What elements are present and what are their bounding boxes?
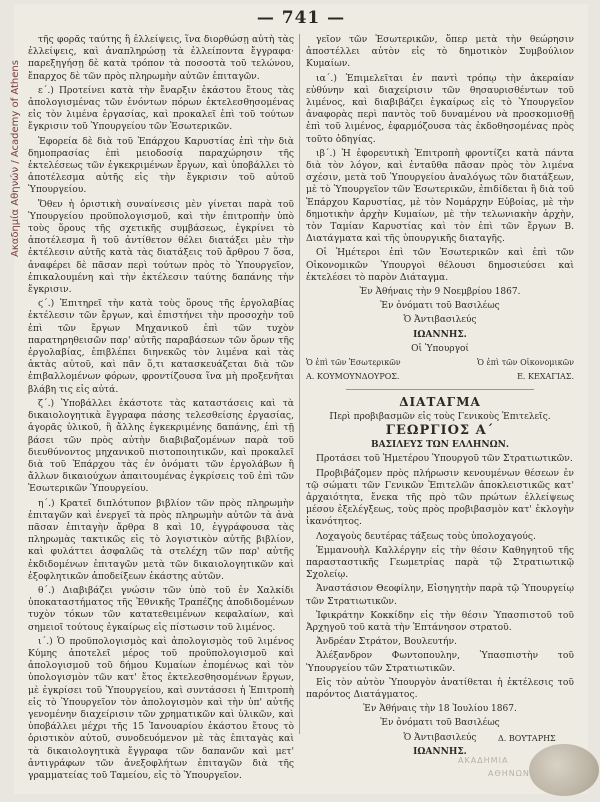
left-paragraph: Ἐφορεία δὲ διὰ τοῦ Ἐπάρχου Καρυστίας ἐπὶ τὴν διὰ δημοπρασίας ἐπὶ μειοδοσίᾳ παραχώρησιν τῆς ἐκτελέσεως τῶν ἐγκεκριμένων ἔργων, καὶ ὑποβάλλει τὸ ἀποτέλεσμα αὐτῆς εἰς τὴν ἔγκρισιν τοῦ αὐτοῦ Ὑπουργείου.	[28, 135, 294, 196]
decree1-in-name: Ἐν ὀνόματι τοῦ Βασιλέως	[380, 301, 500, 312]
left-column	[28, 34, 294, 784]
decree2-regent-name: ΙΩΑΝΝΗΣ.	[413, 746, 467, 757]
archive-sidebar-label: Ακαδημία Αθηνών / Academy of Athens	[10, 60, 21, 258]
decree2-paragraph: Ἀλέξανδρον Φωντοπουλην, Ὑπασπιστὴν τοῦ Ὑπουργείου τῶν Στρατιωτικῶν.	[306, 650, 574, 674]
minister-right-name: Ε. ΚΕΧΑΓΙΑΣ.	[517, 372, 574, 382]
decree2-regent: Ὁ Ἀντιβασιλεύς	[403, 732, 477, 743]
academy-seal-image	[529, 744, 599, 796]
decree2-subject: Περὶ προβιβασμῶν εἰς τοὺς Γενικοὺς Ἐπιτελεῖς.	[329, 411, 551, 422]
left-paragraph: η΄.) Κρατεῖ διπλότυπον βιβλίον τῶν πρὸς πληρωμὴν ἐπιταγῶν καὶ ἐνεργεῖ τὰ πρὸς πληρωμὴν αὐτῶν τὰ ἀνὰ πᾶσαν ἐπιταγὴν ἄρθρα 8 καὶ 10, ἐγγράφουσα τὰς πληρωμὰς τακτικῶς εἰς τὸ λογιστικὸν αὐτῆς βιβλίον, καὶ φυλάττει ἀσφαλῶς τὰ στελέχη τῶν παρ' αὐτῆς ἐκδιδομένων ἐπιταγῶν μετὰ τῶν δικαιολογητικῶν καὶ ἐξοφλητικῶν ἀποδείξεων ἑκάστης αὐτῶν.	[28, 497, 294, 582]
left-paragraph: Ὅθεν ἡ ὁριστικὴ συναίνεσις μὲν γίνεται παρὰ τοῦ Ὑπουργείου προϋπολογισμοῦ, καὶ τὴν ἐπιτροπὴν ὑπὸ τοὺς ὅρους τῆς σχετικῆς συμβάσεως, ἐγκρίνει τὸ ἀποτέλεσμα ἢ τοῦ ἀντίθετον θέλει διατάξει μὲν τὴν ἐκτέλεσιν αὐτῆς κατὰ τὰς διατάξεις τοῦ ἄρθρου 7 ὅσα, ἀναφέρει δὲ πᾶσαν περὶ τούτων πρὸς τὸ Ὑπουργεῖον, ἐπικαλουμένη καὶ τὴν ἐκτέλεσιν ταύτης δαπάνης τὴν ἔγκρισιν.	[28, 198, 294, 296]
document-page	[10, 4, 588, 794]
minister-left-name: Α. ΚΟΥΜΟΥΝΔΟΥΡΟΣ.	[306, 372, 400, 382]
right-column	[306, 34, 574, 760]
right-paragraph: γεῖον τῶν Ἐσωτερικῶν, ὅπερ μετὰ τὴν θεώρησιν ἀποστέλλει αὐτὸν εἰς τὸ δημοτικὸν Συμβούλιον Κυμαίων.	[306, 34, 574, 70]
decree1-king: ΙΩΑΝΝΗΣ.	[413, 329, 467, 340]
decree2-paragraph: Εἰς τὸν αὐτὸν Ὑπουργὸν ἀνατίθεται ἡ ἐκτέλεσις τοῦ παρόντος Διατάγματος.	[306, 676, 574, 700]
decree2-paragraph: Ἀνδρέαν Στράτον, Βουλευτήν.	[316, 636, 457, 648]
decree2-paragraph: Προβιβάζομεν πρὸς πλήρωσιν κενουμένων θέσεων ἐν τῷ σώματι τῶν Γενικῶν Ἐπιτελῶν ἀποκλειστικῶς κατ' ἀρχαιότητα, ἔνεκα τῆς πρὸ τῶν πρώτων ἐλλείψεως μέσου ἐξελέγξεως, τοὺς πρὸς προβιβασμὸν κατ' ἐκλογὴν ἱκανότητος.	[306, 467, 574, 528]
minister-names	[306, 371, 574, 383]
decree2-paragraph: Ἐμμανουὴλ Καλλέργην εἰς τὴν θέσιν Καθηγητοῦ τῆς παρασταστικῆς Γεωμετρίας παρὰ τῷ Στρατιωτικῷ Σχολείῳ.	[306, 544, 574, 581]
minister-roles	[306, 357, 574, 369]
decree1-date: Ἐν Ἀθήναις τὴν 9 Νοεμβρίου 1867.	[359, 287, 521, 298]
decree2-heading: ΔΙΑΤΑΓΜΑ	[399, 395, 481, 410]
left-paragraph: ι΄.) Ὁ προϋπολογισμὸς καὶ ἀπολογισμὸς τοῦ λιμένος Κύμης ἀποτελεῖ μέρος τοῦ προϋπολογισμοῦ καὶ ἀπολογισμοῦ τοῦ δήμου Κυμαίων ἐπομένως καὶ τὸν ὑπολογισμὸν τῶν κατ' ἔτος ἐκτελεσθησομένων ἔργων, μὲ ἐγκρίσει τοῦ Ὑπουργείου, καὶ συντάσσει ἡ Ἐπιτροπὴ εἰς τὸ Ὑπουργεῖον τὸν ἀπολογισμὸν καὶ τὴν ὑπ' αὐτῆς γενομένην διαχείρισιν τῶν χρηματικῶν καὶ ὑλικῶν, καὶ ὑποβάλλει μέχρι τῆς 15 Ἰανουαρίου ἑκάστου ἔτους τὸ ὁριστικὸν αὐτοῦ, συνοδευόμενον μὲ τὰς ἐπιταγὰς καὶ τὰ δικαιολογητικὰ ἔγγραφα τῶν δαπανῶν καὶ μετ' ἀντιγράφων τῶν ἀνεξοφλήτων ἐπιταγῶν διὰ τῆς γραμματείας τοῦ Ταμείου, εἰς τὸ Ὑπουργεῖον.	[28, 635, 294, 781]
decree1-ministers-label: Οἱ Ὑπουργοί	[411, 343, 469, 354]
right-paragraph: ια΄.) Ἐπιμελεῖται ἐν παντὶ τρόπῳ τὴν ἀκεραίαν εὐθύνην καὶ διαχείρισιν τῶν θησαυρισθέντων τοῦ λιμένος, καὶ διαβιβάζει ἐγκαίρως εἰς τὸ Ὑπουργεῖον ἀναφορὰς περὶ παντὸς τοῦ δυναμένου νὰ προσκομισθῇ ἐπὶ τοῦ λιμένος, ἐφαρμόζουσα τὰς ἐκδοθησομένας πρὸς τοῦτο ὁδηγίας.	[306, 72, 574, 145]
decree2-title: ΒΑΣΙΛΕΥΣ ΤΩΝ ΕΛΛΗΝΩΝ.	[371, 440, 509, 451]
decree2-date: Ἐν Ἀθήναις τὴν 18 Ἰουλίου 1867.	[363, 704, 517, 715]
section-rule	[346, 389, 534, 390]
minister-right-role: Ὁ ἐπὶ τῶν Οἰκονομικῶν	[477, 358, 574, 368]
left-paragraph: τῆς φορᾶς ταύτης ἢ ἐλλείψεις, ἵνα διορθώσῃ αὐτὴ τὰς ἐλλείψεις, καὶ ἀναπληρώσῃ τὰ ἐλλείποντα ἔγγραφα· παρεξηγήσῃ δὲ κατὰ τρόπον τὰ ποσοστὰ τοῦ τελώνου, ἔπαρχος δὲ τῶν πρὸς πληρωμὴν αὐτῶν ἐπιταγῶν.	[28, 34, 294, 82]
decree2-king: ΓΕΩΡΓΙΟΣ Α΄	[385, 422, 495, 438]
page-number: — 741 —	[256, 8, 346, 28]
left-paragraph: θ΄.) Διαβιβάζει γνώσιν τῶν ὑπὸ τοῦ ἐν Χαλκίδι ὑποκαταστήματος τῆς Ἐθνικῆς Τραπέζης ἀποδιδομένων τυχὸν τόκων τῶν κατατεθειμένων κεφαλαίων, καὶ σημειοῖ τούτους ἐγκαίρως εἰς πίστωσιν τοῦ λιμένος.	[28, 584, 294, 633]
signature: Δ. ΒΟΥΤΑΡΗΣ	[498, 734, 556, 743]
decree1-regent: Ὁ Ἀντιβασιλεύς	[403, 315, 477, 326]
right-paragraph: Οἱ Ἡμέτεροι ἐπὶ τῶν Ἐσωτερικῶν καὶ ἐπὶ τῶν Οἰκονομικῶν Ὑπουργοὶ θέλουσι δημοσιεύσει καὶ ἐκτελέσει τὸ παρὸν Διάταγμα.	[306, 247, 574, 283]
right-paragraph: ιβ΄.) Ἡ ἐφορευτικὴ Ἐπιτροπὴ φροντίζει κατὰ πάντα διὰ τὸν λόγον, καὶ ἐνταῦθα πᾶσαν πρὸς τὸν λιμένα σχέσιν, μετὰ τοῦ Ὑπουργείου ἀναλόγως τῶν διατάξεων, μὲ τὸ Ὑπουργεῖον τῶν Ἐσωτερικῶν, ἐπιδίδεται ἢ διὰ τοῦ Ἐπάρχου Καρυστίας, μὲ τὸν Νομάρχην Εὐβοίας, μὲ τὴν δημοτικὴν ἀρχὴν Κυμαίων, μὲ τὴν τελωνιακὴν ἀρχὴν, τὸν Ταμίαν Καρυστίας καὶ τὸν ἐπὶ τῶν ἔργων Β. Διατάγματα καὶ τῆς ὑπουργικῆς διαταγῆς.	[306, 147, 574, 245]
decree2-in-name: Ἐν ὀνόματι τοῦ Βασιλέως	[380, 718, 500, 729]
decree2-paragraph: Ἀναστάσιον Θεοφίλην, Εἰσηγητὴν παρὰ τῷ Ὑπουργείῳ τῶν Στρατιωτικῶν.	[306, 583, 574, 607]
column-divider	[299, 34, 300, 734]
left-paragraph: ε΄.) Προτείνει κατὰ τὴν ἔναρξιν ἑκάστου ἔτους τὰς ἀπολογισμένας τῶν ἐνόντων πόρων ἐκτελεσθησομένας εἰς τὸν λιμένα ἐργασίας, καὶ προκαλεῖ ἐπὶ τοῦ τούτων ἔγκρισιν τοῦ Ὑπουργείου τῶν Ἐσωτερικῶν.	[28, 84, 294, 133]
left-paragraph: ϛ΄.) Ἐπιτηρεῖ τὴν κατὰ τοὺς ὅρους τῆς ἐργολαβίας ἐκτέλεσιν τῶν ἔργων, καὶ ἐπιστήνει τὴν προσοχὴν τοῦ ἐπὶ τῶν ἔργων Μηχανικοῦ ἐπὶ τῶν τυχὸν παρατηρηθεισῶν παρ' αὐτῆς παραβάσεων τῶν ὅρων τῆς ἐργολαβίας, ἐπιβλέπει διηνεκῶς τὸν λιμένα καὶ τὰς ἀκτὰς αὐτοῦ, καὶ πᾶν ὅ,τι κατασκευάζεται διὰ τῶν ἐπιβαλλομένων φόρων, φροντίζουσα ἵνα μὴ προξενῆται βλάβη τις εἰς αὐτά.	[28, 298, 294, 395]
seal-text-2: ΑΘΗΝΩΝ	[488, 769, 530, 778]
seal-text-1: ΑΚΑΔΗΜΙΑ	[458, 756, 509, 765]
decree2-paragraph: Προτάσει τοῦ Ἡμετέρου Ὑπουργοῦ τῶν Στρατιωτικῶν.	[316, 453, 573, 465]
decree2-paragraph: Ἰφικράτην Κοκκίδην εἰς τὴν θέσιν Ὑπασπιστοῦ τοῦ Ἀρχηγοῦ τοῦ κατὰ τὴν Ἐπτάνησον στρατοῦ.	[306, 609, 574, 633]
decree2-paragraph: Λοχαγοὺς δευτέρας τάξεως τοὺς ὑπολοχαγούς.	[316, 530, 536, 542]
left-paragraph: ζ΄.) Ὑποβάλλει ἑκάστοτε τὰς καταστάσεις καὶ τὰ δικαιολογητικὰ ἔγγραφα πάσης τελεσθείσης ἐργασίας, ἀγορᾶς ὑλικοῦ, ἢ ἄλλης ἐγκεκριμένης δαπάνης, ἐπὶ τῇ βάσει τῶν πρὸς αὐτὴν διαβιβαζομένων παρὰ τοῦ διευθύνοντος μηχανικοῦ πιστοποιητικῶν, καὶ προκαλεῖ διὰ τοῦ Ἐπάρχου τὰς ἐν ὀνόματι τῶν ἐργολάβων ἢ ἄλλων δικαιούχων ἀπαιτουμένας ἐγκρίσεις τοῦ ἐπὶ τῶν Ἐσωτερικῶν Ὑπουργείου.	[28, 397, 294, 495]
minister-left-role: Ὁ ἐπὶ τῶν Ἐσωτερικῶν	[306, 358, 401, 368]
